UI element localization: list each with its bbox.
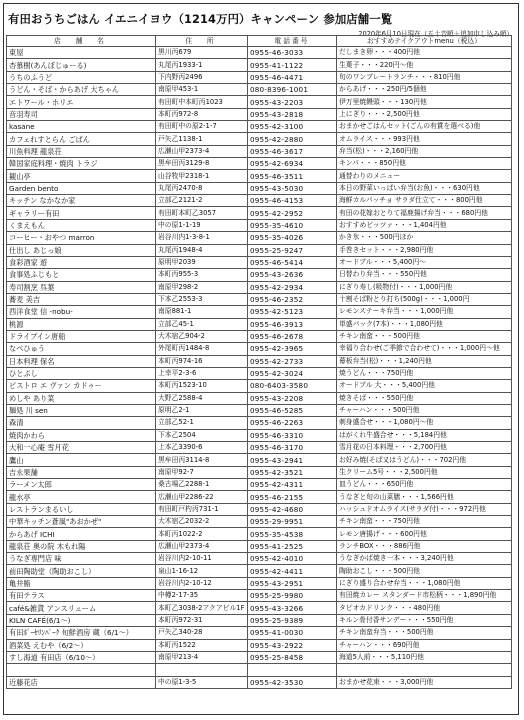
header-address: 住 所 (156, 36, 248, 47)
cell-menu: かき氷・・・500円ほか (337, 232, 512, 244)
cell-menu: チキン南蛮・・・500円他 (337, 330, 512, 342)
cell-phone: 0955-35-4026 (248, 232, 337, 244)
cell-phone: 0955-42-2733 (248, 355, 337, 367)
cell-shop-name: 蕎麦 美吉 (7, 293, 156, 305)
cell-shop-name: ひとぷし (7, 367, 156, 379)
table-row (7, 158, 512, 170)
cell-shop-name: 吉永果舗 (7, 466, 156, 478)
table-row (7, 540, 512, 552)
table-row (7, 96, 512, 108)
cell-menu: 本日の野菜いっぱい弁当(お魚)・・・630円他 (337, 182, 512, 194)
cell-menu: 焼うどん・・・750円他 (337, 367, 512, 379)
cell-shop-name: 杏慕樹(あんぼじゅーる) (7, 59, 156, 71)
cell-shop-name: 日本料理 保名 (7, 355, 156, 367)
cell-phone: 0955-46-3617 (248, 145, 337, 157)
cell-menu: オードブル・・・5,400円～ (337, 256, 512, 268)
cell-address: 有田町本町乙3057 (156, 207, 248, 219)
cell-menu: にぎり盛り合わせ弁当・・・1,080円他 (337, 577, 512, 589)
cell-phone: 0955-42-6934 (248, 158, 337, 170)
cell-phone: 0955-42-2952 (248, 207, 337, 219)
cell-phone: 0955-46-2352 (248, 293, 337, 305)
table-row (7, 553, 512, 565)
cell-menu (337, 664, 512, 676)
cell-menu: レモンステーキ弁当・・・1,000円他 (337, 306, 512, 318)
cell-phone: 0955-46-3511 (248, 170, 337, 182)
cell-shop-name: ギャラリー有田 (7, 207, 156, 219)
cell-shop-name: 焼肉かわら (7, 429, 156, 441)
cell-address: 黒牟田丙3129-8 (156, 158, 248, 170)
table-header-row (7, 36, 512, 47)
table-row (7, 281, 512, 293)
cell-address: 本町丙1523-10 (156, 380, 248, 392)
cell-phone: 0955-42-4311 (248, 479, 337, 491)
cell-phone: 0955-46-2263 (248, 417, 337, 429)
table-row (7, 491, 512, 503)
cell-shop-name: 仕出し あじっ娘 (7, 244, 156, 256)
cell-address: 有田町中の原2-1-7 (156, 121, 248, 133)
cell-menu: 手巻きセット・・・2,980円他 (337, 244, 512, 256)
cell-address: 中の原1-3-5 (156, 676, 248, 688)
cell-address: 下本乙2553-3 (156, 293, 248, 305)
cell-shop-name: うどん・そば・からあげ 大ちゃん (7, 84, 156, 96)
table-row (7, 330, 512, 342)
cell-menu: オードブル 大・・・5,400円他 (337, 380, 512, 392)
cell-menu: ランチBOX・・・886円他 (337, 540, 512, 552)
cell-address: 有田町中本町丙1023 (156, 96, 248, 108)
table-row (7, 429, 512, 441)
cell-menu: 幸福り合わせ(ご季節で合わせて)・・・1,000円～他 (337, 343, 512, 355)
cell-shop-name: 桃源 (7, 318, 156, 330)
cell-menu: おまかせ花束・・・3,000円他 (337, 676, 512, 688)
table-row (7, 182, 512, 194)
cell-phone: 0955-42-4411 (248, 565, 337, 577)
cell-address: 泉山1-16-12 (156, 565, 248, 577)
cell-menu: 有田焼カレー スタンダード市松柄・・・1,890円他 (337, 590, 512, 602)
cell-address: 戸矢乙1138-1 (156, 133, 248, 145)
cell-menu: 生クリーム5号・・・2,500円他 (337, 466, 512, 478)
cell-shop-name: 韓国家庭料理・焼肉 トラジ (7, 158, 156, 170)
cell-address: 原明甲2039 (156, 256, 248, 268)
cell-shop-name: 東屋 (7, 47, 156, 59)
cell-address: 本町乙3038-2アクアビル1F (156, 602, 248, 614)
cell-phone: 0955-42-3530 (248, 676, 337, 688)
table-row (7, 577, 512, 589)
cell-shop-name: KILN CAFÉ(6/1～) (7, 614, 156, 626)
cell-address: 原明乙2-1 (156, 404, 248, 416)
cell-shop-name: 大和一心庵 雪月花 (7, 442, 156, 454)
table-row (7, 590, 512, 602)
cell-address: 丸尾丙1933-1 (156, 59, 248, 71)
cell-menu: レモン唐揚げ・・・600円他 (337, 528, 512, 540)
cell-address: 南原甲213-4 (156, 651, 248, 663)
cell-address: 山谷牧甲2318-1 (156, 170, 248, 182)
cell-address: 中の原1-1-19 (156, 219, 248, 231)
header-shop-name: 店 舗 名 (7, 36, 156, 47)
cell-menu: 雪月花の日本料理・・・2,700円他 (337, 442, 512, 454)
cell-shop-name: 川魚料理 龍泉荘 (7, 145, 156, 157)
cell-shop-name: 亀井鮨 (7, 577, 156, 589)
cell-phone: 0955-35-4610 (248, 219, 337, 231)
table-row (7, 343, 512, 355)
cell-address: 大木宿乙904-2 (156, 330, 248, 342)
cell-menu: 単盛パック(7本)・・・1,080円他 (337, 318, 512, 330)
cell-menu: 伊万里焼饅頭・・・130円他 (337, 96, 512, 108)
cell-phone: 0955-25-9980 (248, 590, 337, 602)
cell-phone: 0955-46-5414 (248, 256, 337, 268)
table-row (7, 565, 512, 577)
table-row (7, 380, 512, 392)
cell-phone: 0955-46-3310 (248, 429, 337, 441)
cell-menu: うなぎかば焼き一本・・・3,240円他 (337, 553, 512, 565)
cell-menu: にぎり寿し(吸物付)・・・1,000円他 (337, 281, 512, 293)
table-row (7, 355, 512, 367)
cell-shop-name: ドライブイン唐船 (7, 330, 156, 342)
cell-address: 岩谷川内2-10-11 (156, 553, 248, 565)
cell-phone: 0955-25-9389 (248, 614, 337, 626)
cell-menu: チキン南蛮弁当・・・500円他 (337, 627, 512, 639)
cell-shop-name: 酒菜処 えむや（6/2～） (7, 639, 156, 651)
cell-phone: 0955-43-2951 (248, 577, 337, 589)
cell-phone: 080-6403-3580 (248, 380, 337, 392)
table-row (7, 133, 512, 145)
cell-address (156, 664, 248, 676)
table-row (7, 627, 512, 639)
cell-shop-name: 近藤花店 (7, 676, 156, 688)
cell-address: 本町丙972-31 (156, 614, 248, 626)
cell-phone: 0955-41-2525 (248, 540, 337, 552)
table-row (7, 417, 512, 429)
cell-address: 本町丙1522 (156, 639, 248, 651)
cell-address: 下本乙2504 (156, 429, 248, 441)
cell-menu: 旬のワンプレートランチ・・・810円他 (337, 71, 512, 83)
cell-phone: 0955-41-0030 (248, 627, 337, 639)
cell-phone: 0955-43-5030 (248, 182, 337, 194)
cell-phone: 0955-42-2880 (248, 133, 337, 145)
table-row (7, 59, 512, 71)
cell-phone: 0955-46-3170 (248, 442, 337, 454)
cell-shop-name: 食彩酒家 遊 (7, 256, 156, 268)
cell-phone: 0955-43-2636 (248, 269, 337, 281)
cell-address: 外尾町丙1484-8 (156, 343, 248, 355)
table-row (7, 318, 512, 330)
cell-menu: 弁当(松)・・・2,160円他 (337, 145, 512, 157)
table-row (7, 293, 512, 305)
cell-address: 立部乙52-1 (156, 417, 248, 429)
cell-shop-name: レストランまるいし (7, 503, 156, 515)
table-row (7, 244, 512, 256)
cell-phone: 0955-46-2155 (248, 491, 337, 503)
cell-menu: はがくれ牛盛合せ・・・5,184円他 (337, 429, 512, 441)
table-row (7, 392, 512, 404)
cell-menu: 有田の花嫁おとりて福鹿揚げ弁当・・・680円他 (337, 207, 512, 219)
table-row (7, 108, 512, 120)
cell-menu: チキン南蛮・・・750円他 (337, 516, 512, 528)
cell-address: 南原甲92-7 (156, 466, 248, 478)
cell-address: 本町丙1022-2 (156, 528, 248, 540)
cell-phone: 0955-41-1122 (248, 59, 337, 71)
table-row (7, 71, 512, 83)
cell-shop-name: 鷹山 (7, 454, 156, 466)
cell-address: 丸尾丙1948-4 (156, 244, 248, 256)
cell-menu: キンパ・・・850円他 (337, 158, 512, 170)
cell-address: 岩谷川内2-10-12 (156, 577, 248, 589)
cell-menu: オムライス・・・993円他 (337, 133, 512, 145)
table-row (7, 664, 512, 676)
cell-phone: 0955-46-3033 (248, 47, 337, 59)
cell-menu: うなぎと旬の山菜膳・・・1,566円他 (337, 491, 512, 503)
table-row (7, 503, 512, 515)
cell-phone: 0955-42-3521 (248, 466, 337, 478)
cell-menu: 焼きそば・・・550円他 (337, 392, 512, 404)
cell-shop-name: ラーメン太郎 (7, 479, 156, 491)
cell-menu: 皿うどん・・・650円他 (337, 479, 512, 491)
shop-list-table (6, 35, 512, 689)
cell-phone: 0955-43-2941 (248, 454, 337, 466)
cell-phone: 0955-43-2203 (248, 96, 337, 108)
table-row (7, 219, 512, 231)
cell-address: 下内野丙2496 (156, 71, 248, 83)
table-row (7, 442, 512, 454)
cell-menu: キルン骨付香サンデー・・・550円他 (337, 614, 512, 626)
cell-address: 有田町戸杓丙731-1 (156, 503, 248, 515)
table-row (7, 121, 512, 133)
cell-address: 本町丙955-3 (156, 269, 248, 281)
table-row (7, 454, 512, 466)
table-row (7, 676, 512, 688)
cell-phone: 0955-46-5285 (248, 404, 337, 416)
cell-shop-name: kasane (7, 121, 156, 133)
cell-shop-name: 食事処ふじもと (7, 269, 156, 281)
date-note: 2020年6月10日現在（五十音順＋追加申し込み順） (358, 30, 513, 38)
table-row (7, 269, 512, 281)
cell-phone: 080-8396-1001 (248, 84, 337, 96)
cell-menu: からあげ・・・250円/5個他 (337, 84, 512, 96)
cell-address: 上幸平2-3-6 (156, 367, 248, 379)
cell-menu: チャーハン・・・690円他 (337, 639, 512, 651)
cell-phone: 0955-42-4680 (248, 503, 337, 515)
cell-menu: おすすめピッツァ・・・1,404円他 (337, 219, 512, 231)
cell-address: 広瀬山甲2373-4 (156, 540, 248, 552)
cell-menu: 幕板弁当(松)・・・1,240円他 (337, 355, 512, 367)
header-phone: 電話番号 (248, 36, 337, 47)
cell-shop-name: Garden bento (7, 182, 156, 194)
table-row (7, 47, 512, 59)
cell-shop-name: 森清 (7, 417, 156, 429)
cell-shop-name: からあげ ICHI (7, 528, 156, 540)
cell-address: 広瀬山甲2286-22 (156, 491, 248, 503)
cell-menu: おまかせごはんセット(ごんの有賞を選べる)他 (337, 121, 512, 133)
cell-shop-name: うちのふうど (7, 71, 156, 83)
cell-address: 立部乙2121-2 (156, 195, 248, 207)
table-row (7, 207, 512, 219)
cell-shop-name: うなぎ専門店 味 (7, 553, 156, 565)
table-row (7, 404, 512, 416)
table-row (7, 528, 512, 540)
cell-address: 大木宿乙2032-2 (156, 516, 248, 528)
cell-phone: 0955-43-3266 (248, 602, 337, 614)
cell-address: 黒川丙679 (156, 47, 248, 59)
cell-menu: お好み焼(そば又はうどん)・・・702円他 (337, 454, 512, 466)
cell-menu: 海道5人前・・・5,110円他 (337, 651, 512, 663)
cell-address: 本町丙974-16 (156, 355, 248, 367)
cell-phone: 0955-42-4010 (248, 553, 337, 565)
cell-shop-name: エトワール・ホリエ (7, 96, 156, 108)
cell-shop-name: カフェれすとらん ごぱん (7, 133, 156, 145)
cell-menu: ハッシュドオムライス(サラダ付)・・・972円他 (337, 503, 512, 515)
cell-phone: 0955-42-3024 (248, 367, 337, 379)
cell-shop-name: café&雑貨 アンスリューム (7, 602, 156, 614)
cell-shop-name: めしや あり菜 (7, 392, 156, 404)
cell-address: 桑古場乙2288-1 (156, 479, 248, 491)
table-row (7, 516, 512, 528)
table-row (7, 614, 512, 626)
cell-phone: 0955-46-3913 (248, 318, 337, 330)
cell-shop-name: 音羽寿司 (7, 108, 156, 120)
cell-address: 中樽2-17-35 (156, 590, 248, 602)
cell-phone: 0955-42-2934 (248, 281, 337, 293)
cell-shop-name: 観山亭 (7, 170, 156, 182)
table-row (7, 479, 512, 491)
table-row (7, 466, 512, 478)
cell-menu: 十割そば粉とり打ち(500g)・・・1,000円 (337, 293, 512, 305)
cell-shop-name: なべひゅう (7, 343, 156, 355)
cell-address: 南原881-1 (156, 306, 248, 318)
cell-address: 広瀬山甲2373-4 (156, 145, 248, 157)
cell-menu: タピオカドリンク・・・480円他 (337, 602, 512, 614)
cell-shop-name: くまえもん (7, 219, 156, 231)
cell-shop-name: 中華キッチン蒼風"あおかぜ" (7, 516, 156, 528)
cell-address: 南原甲298-2 (156, 281, 248, 293)
table-row (7, 170, 512, 182)
table-row (7, 195, 512, 207)
table-row (7, 602, 512, 614)
table-row (7, 232, 512, 244)
table-row (7, 256, 512, 268)
cell-shop-name: 龍泉荘 奥の院 木もれ陽 (7, 540, 156, 552)
cell-address: 岩谷川内1-3-8-1 (156, 232, 248, 244)
cell-phone: 0955-43-2818 (248, 108, 337, 120)
cell-address: 戸矢乙340-28 (156, 627, 248, 639)
cell-phone: 0955-29-9951 (248, 516, 337, 528)
cell-phone: 0955-43-2208 (248, 392, 337, 404)
cell-address: 大野乙2588-4 (156, 392, 248, 404)
cell-shop-name: すし海道 有田店（6/10～） (7, 651, 156, 663)
cell-phone: 0955-46-2678 (248, 330, 337, 342)
cell-shop-name: 西洋食堂 信 -nobu- (7, 306, 156, 318)
cell-menu: 陶助おこし・・・500円他 (337, 565, 512, 577)
cell-shop-name: 有田テラス (7, 590, 156, 602)
cell-menu: 生菓子・・・220円～他 (337, 59, 512, 71)
cell-address: 黒牟田丙3114-8 (156, 454, 248, 466)
cell-shop-name: 寿司割烹 呉葉 (7, 281, 156, 293)
cell-address: 本町丙972-8 (156, 108, 248, 120)
cell-phone: 0955-25-9247 (248, 244, 337, 256)
cell-phone: 0955-35-4538 (248, 528, 337, 540)
cell-address: 丸尾丙2470-8 (156, 182, 248, 194)
table-row (7, 651, 512, 663)
cell-menu: 刺身盛合せ・・・1,080円～他 (337, 417, 512, 429)
cell-phone: 0955-46-4471 (248, 71, 337, 83)
cell-menu: チャーハン・・・500円他 (337, 404, 512, 416)
table-row (7, 84, 512, 96)
cell-shop-name: 有田ﾎﾟｰｾﾘﾝﾊﾟｰｸ 旬鮮酒房 蔵（6/1～） (7, 627, 156, 639)
cell-address: 上本乙3390-6 (156, 442, 248, 454)
cell-phone: 0955-25-8458 (248, 651, 337, 663)
table-row (7, 367, 512, 379)
cell-shop-name: 龍水亭 (7, 491, 156, 503)
table-row (7, 145, 512, 157)
cell-shop-name: キッチン なかなか家 (7, 195, 156, 207)
cell-phone: 0955-46-4153 (248, 195, 337, 207)
cell-menu: 上にぎり・・・2,500円他 (337, 108, 512, 120)
cell-menu: だしまき卵・・・400円他 (337, 47, 512, 59)
cell-phone (248, 664, 337, 676)
cell-shop-name: ビストロ エ ヴァン カドゥー (7, 380, 156, 392)
cell-address: 立部乙45-1 (156, 318, 248, 330)
cell-phone: 0955-42-3100 (248, 121, 337, 133)
cell-menu: 日替わり弁当・・・550円他 (337, 269, 512, 281)
page-title: 有田おうちごはん イエニイヨウ（1214万円）キャンペーン 参加店舗一覧 (8, 12, 393, 26)
cell-shop-name: 麺処 川 sen (7, 404, 156, 416)
table-row (7, 306, 512, 318)
cell-shop-name: コーヒー・おやつ marron (7, 232, 156, 244)
cell-phone: 0955-43-2922 (248, 639, 337, 651)
table-row (7, 639, 512, 651)
cell-phone: 0955-42-5123 (248, 306, 337, 318)
cell-shop-name: 前田陶助堂（陶助おこし） (7, 565, 156, 577)
header-menu: おすすめテイクアウトmenu（税込） (337, 36, 512, 47)
cell-menu: 海鮮カルパッチョ サラダ仕立て・・・800円他 (337, 195, 512, 207)
cell-menu: 通替わりのメニュー (337, 170, 512, 182)
cell-phone: 0955-42-3965 (248, 343, 337, 355)
cell-shop-name (7, 664, 156, 676)
cell-address: 南原甲453-1 (156, 84, 248, 96)
